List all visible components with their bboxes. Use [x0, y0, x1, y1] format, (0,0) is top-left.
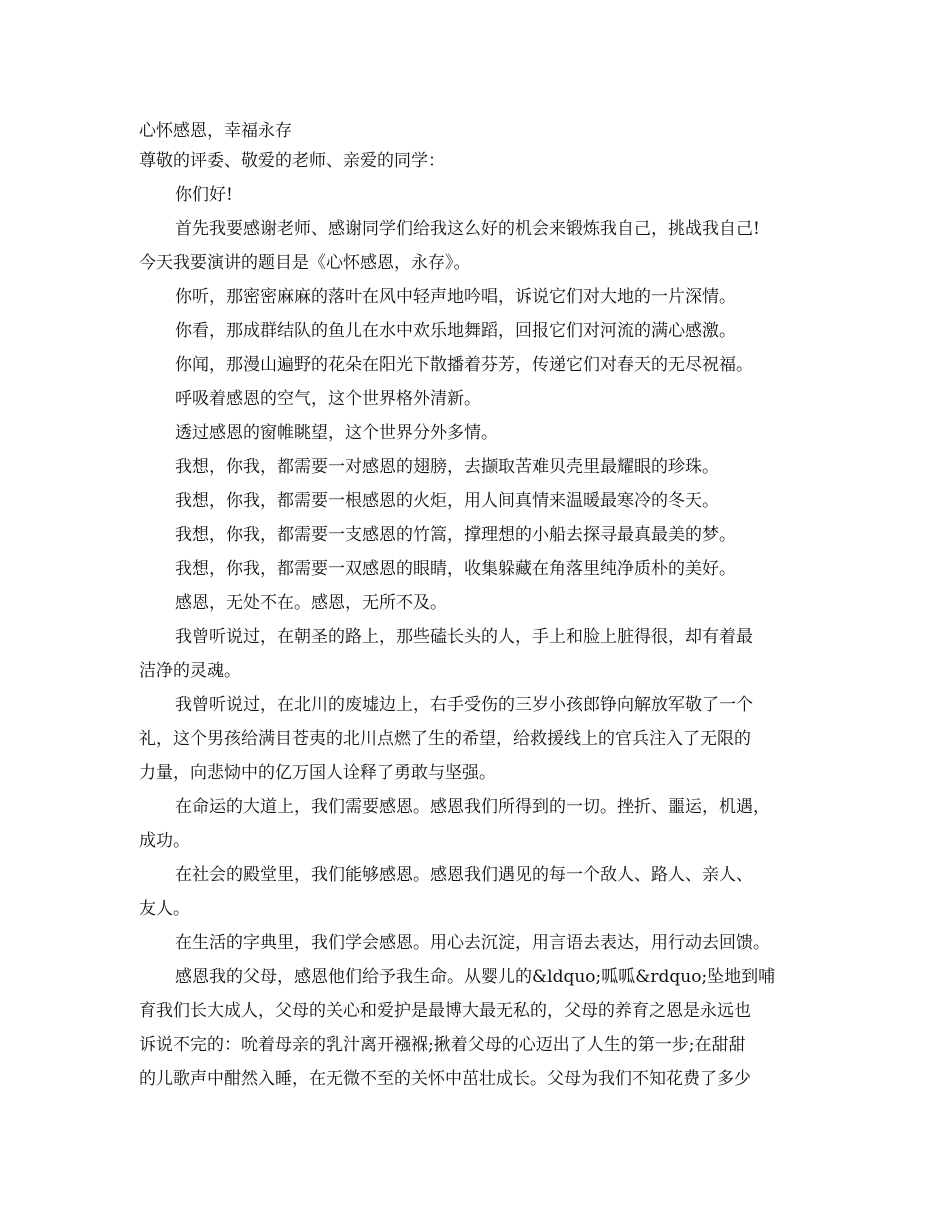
paragraph-line: 我想，你我，都需要一双感恩的眼睛，收集躲藏在角落里纯净质朴的美好。 — [175, 559, 736, 579]
paragraph-line: 育我们长大成人，父母的关心和爱护是最博大最无私的，父母的养育之恩是永远也 — [139, 1001, 751, 1021]
paragraph-line: 你听，那密密麻麻的落叶在风中轻声地吟唱，诉说它们对大地的一片深情。 — [175, 287, 736, 307]
salutation: 尊敬的评委、敬爱的老师、亲爱的同学： — [139, 151, 445, 171]
paragraph-line: 我想，你我，都需要一对感恩的翅膀，去撷取苦难贝壳里最耀眼的珍珠。 — [175, 457, 719, 477]
paragraph-line: 成功。 — [139, 831, 190, 851]
paragraph-line: 我曾听说过，在北川的废墟边上，右手受伤的三岁小孩郎铮向解放军敬了一个 — [175, 695, 753, 715]
paragraph-line: 首先我要感谢老师、感谢同学们给我这么好的机会来锻炼我自己，挑战我自己! — [175, 219, 760, 239]
paragraph-line: 友人。 — [139, 899, 190, 919]
paragraph-line: 在命运的大道上，我们需要感恩。感恩我们所得到的一切。挫折、噩运，机遇， — [175, 797, 770, 817]
paragraph-line: 洁净的灵魂。 — [139, 661, 241, 681]
paragraph-line: 我想，你我，都需要一根感恩的火炬，用人间真情来温暖最寒冷的冬天。 — [175, 491, 719, 511]
paragraph-line: 呼吸着感恩的空气，这个世界格外清新。 — [175, 389, 481, 409]
paragraph-line: 的儿歌声中酣然入睡，在无微不至的关怀中茁壮成长。父母为我们不知花费了多少 — [139, 1069, 751, 1089]
paragraph-line: 今天我要演讲的题目是《心怀感恩，永存》。 — [139, 253, 471, 273]
document-title: 心怀感恩，幸福永存 — [139, 121, 292, 141]
paragraph-line: 我曾听说过，在朝圣的路上，那些磕长头的人，手上和脸上脏得很，却有着最 — [175, 627, 753, 647]
paragraph-line: 你们好! — [175, 185, 233, 205]
paragraph-line: 礼，这个男孩给满目苍夷的北川点燃了生的希望，给救援线上的官兵注入了无限的 — [139, 729, 751, 749]
paragraph-line: 在生活的字典里，我们学会感恩。用心去沉淀，用言语去表达，用行动去回馈。 — [175, 933, 770, 953]
paragraph-line: 我想，你我，都需要一支感恩的竹篙，撑理想的小船去探寻最真最美的梦。 — [175, 525, 736, 545]
paragraph-line: 感恩，无处不在。感恩，无所不及。 — [175, 593, 447, 613]
paragraph-line: 诉说不完的：吮着母亲的乳汁离开襁褓;揪着父母的心迈出了人生的第一步;在甜甜 — [139, 1035, 746, 1055]
paragraph-line: 在社会的殿堂里，我们能够感恩。感恩我们遇见的每一个敌人、路人、亲人、 — [175, 865, 753, 885]
speech-document — [139, 118, 819, 1100]
paragraph-line: 感恩我的父母，感恩他们给予我生命。从婴儿的&ldquo;呱呱&rdquo;坠地到哺 — [175, 967, 776, 987]
paragraph-line: 透过感恩的窗帷眺望，这个世界分外多情。 — [175, 423, 498, 443]
paragraph-line: 力量，向悲恸中的亿万国人诠释了勇敢与坚强。 — [139, 763, 496, 783]
paragraph-line: 你看，那成群结队的鱼儿在水中欢乐地舞蹈，回报它们对河流的满心感激。 — [175, 321, 736, 341]
paragraph-line: 你闻，那漫山遍野的花朵在阳光下散播着芬芳，传递它们对春天的无尽祝福。 — [175, 355, 753, 375]
